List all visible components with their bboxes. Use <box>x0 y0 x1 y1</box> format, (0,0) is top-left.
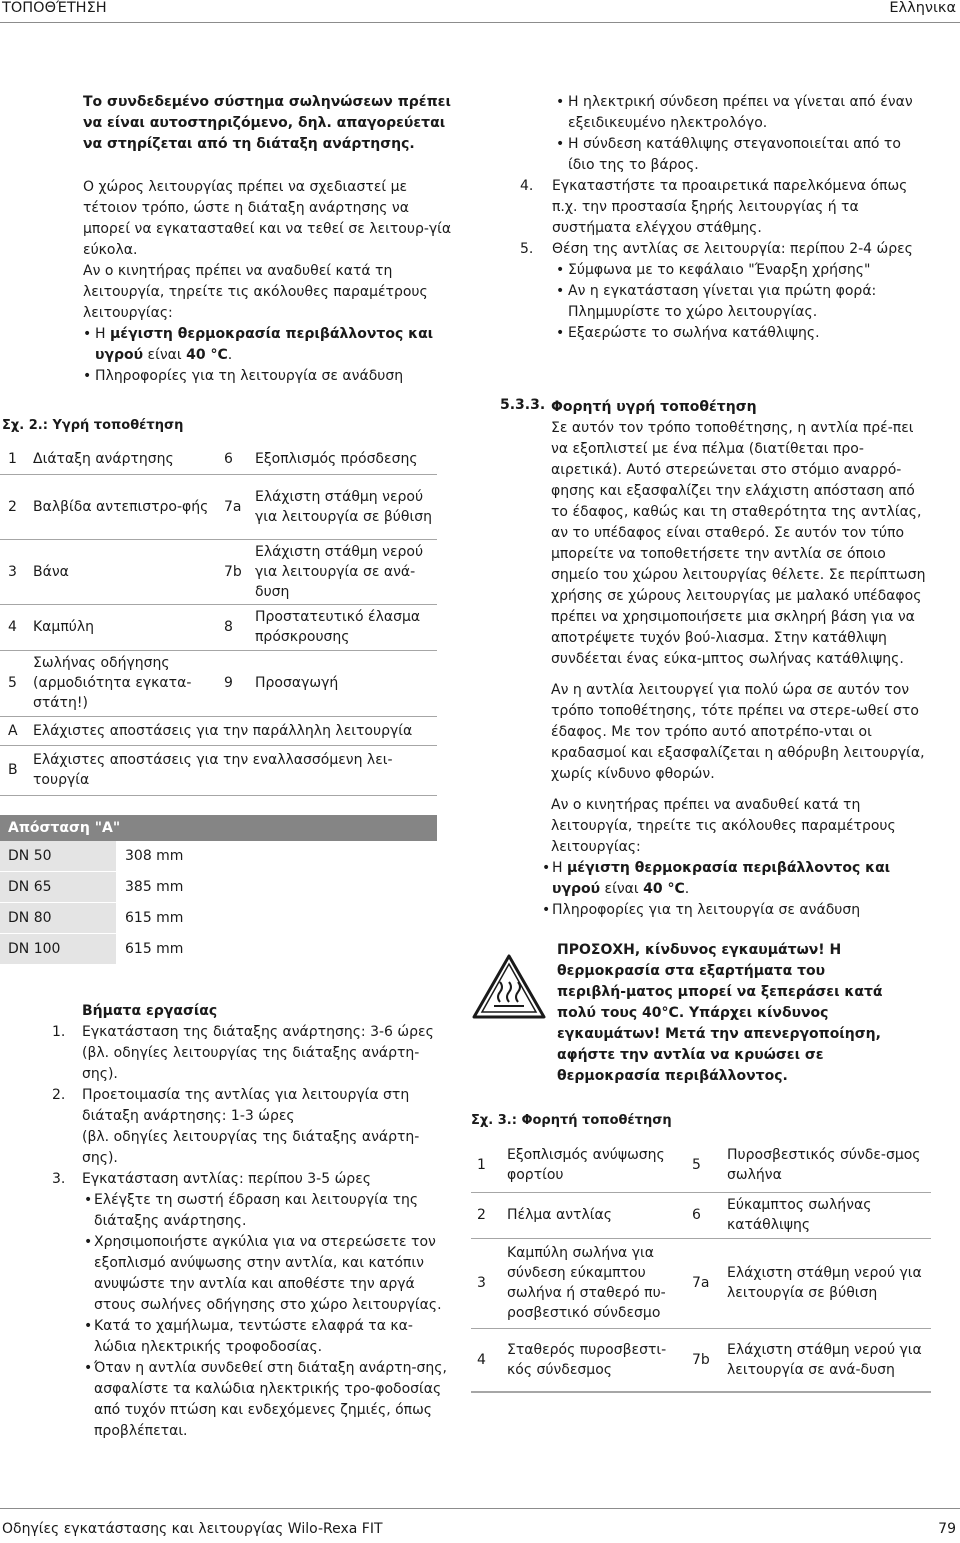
step-5: 5. Θέση της αντλίας σε λειτουργία: περίπου 2-4 ώρες <box>520 241 913 257</box>
hot-surface-warning-icon <box>472 954 546 1020</box>
legend-row: 4 Καμπύλη 8 Προστατευτικό έλασμα πρόσκρουσης <box>0 604 437 650</box>
emergence-paragraph: Αν ο κινητήρας πρέπει να αναδυθεί κατά τη λειτουργία, τηρείτε τις ακόλουθες παραμέτρους λειτουργίας: <box>83 263 428 321</box>
figure-3-label: Σχ. 3.: Φορητή τοποθέτηση <box>471 1113 672 1128</box>
distance-row: DN 65 385 mm <box>0 872 437 903</box>
step-3: 3. Εγκατάσταση αντλίας: περίπου 3-5 ώρες <box>52 1171 371 1187</box>
work-steps-heading: Βήματα εργασίας <box>82 1003 218 1019</box>
burn-warning-text: ΠΡΟΣΟΧΗ, κίνδυνος εγκαυμάτων! Η θερμοκρασία στα εξαρτήματα του περιβλή-ματος μπορεί να ξεπεράσει κατά πολύ τους 40°C. Υπάρχει κίνδυνος εγκαυμάτων! Μετά την απενεργοποίηση, αφήστε την αντλία να κρυώσει σε θερμοκρασία περιβάλλοντος. <box>557 942 883 1084</box>
max-temp-bullet: • Η μέγιστη θερμοκρασία περιβάλλοντος και υγρού είναι 40 °C. <box>83 324 453 366</box>
section-paragraph-2: Αν η αντλία λειτουργεί για πολύ ώρα σε αυτόν τον τρόπο τοποθέτησης, τότε πρέπει να στερε-ωθεί στο έδαφος. Με τον τρόπο αυτό αποτρέπο-νται οι κραδασμοί και εξασφαλίζεται η αθόρυβη λειτουργία, χωρίς κίνδυνο φθορών. <box>551 682 925 782</box>
section-paragraph-1: Σε αυτόν τον τρόπο τοποθέτησης, η αντλία πρέ-πει να εξοπλιστεί με ένα πέλμα (διατίθεται προ-αιρετικά). Αυτό στερεώνεται στο στόμιο αναρρό-φησης και εξασφαλίζει την ελάχιστη απόσταση από το έδαφος, καθώς και τη σταθερότητα της αντλίας, αν το υπέδαφος είναι σταθερό. Σε αυτόν τον τύπο μπορείτε να τοποθετήσετε την αντλία σε όποιο σημείο του χώρου λειτουργίας θέλετε. Σε περίπτωση χρήσης σε χώρους λειτουργίας με μαλακό υπέδαφος πρέπει να χρησιμοποιήσετε μια σκληρή βάση για να αποτρέψετε τυχόν βού-λιασμα. Στην κατάθλιψη συνδέεται ένας εύκα-μπτος σωλήνας κατάθλιψης. <box>551 420 926 667</box>
electrical-bullet: • Η ηλεκτρική σύνδεση πρέπει να γίνεται από έναν εξειδικευμένο ηλεκτρολόγο. <box>520 92 930 134</box>
step-3-bullet: • Κατά το χαμήλωμα, τεντώστε ελαφρά τα κα-λώδια ηλεκτρικής τροφοδοσίας. <box>52 1316 452 1358</box>
section-5-3-3 <box>500 397 930 921</box>
legend-row: 2 Πέλμα αντλίας 6 Εύκαμπτος σωλήνας κατάθλιψης <box>471 1192 931 1238</box>
legend-row-a: A Ελάχιστες αποστάσεις για την παράλληλη λειτουργία <box>0 716 437 745</box>
right-column-steps <box>520 92 930 344</box>
discharge-bullet: • Η σύνδεση κατάθλιψης στεγανοποιείται από το ίδιο της το βάρος. <box>520 134 930 176</box>
work-steps <box>52 1001 452 1442</box>
step-5-bullet: • Εξαερώστε το σωλήνα κατάθλιψης. <box>520 323 930 344</box>
step-1: 1. Εγκατάσταση της διάταξης ανάρτησης: 3-6 ώρες (βλ. οδηγίες λειτουργίας της διάταξης ανάρτη-σης). <box>52 1024 434 1082</box>
step-3-bullet: • Χρησιμοποιήστε αγκύλια για να στερεώσετε τον εξοπλισμό ανύψωσης στην αντλία, και κατόπιν ανυψώστε την αντλία και αποθέστε την αργά στους σωλήνες οδήγησης στο χώρο λειτουργίας. <box>52 1232 452 1316</box>
legend-row-b: B Ελάχιστες αποστάσεις για την εναλλασσόμενη λει-τουργία <box>0 745 437 795</box>
footer-document-title: Οδηγίες εγκατάστασης και λειτουργίας Wilo-Rexa FIT <box>2 1521 383 1537</box>
section-paragraph-3: Αν ο κινητήρας πρέπει να αναδυθεί κατά τη λειτουργία, τηρείτε τις ακόλουθες παραμέτρους λειτουργίας: <box>551 797 896 855</box>
section-max-temp-bullet: • Η μέγιστη θερμοκρασία περιβάλλοντος και υγρού είναι 40 °C. <box>542 858 930 900</box>
header-divider <box>0 22 960 23</box>
legend-row: 1 Διάταξη ανάρτησης 6 Εξοπλισμός πρόσδεσης <box>0 445 437 474</box>
step-4: 4. Εγκαταστήστε τα προαιρετικά παρελκόμενα όπως π.χ. την προστασία ξηρής λειτουργίας ή τα συστήματα ελέγχου στάθμης. <box>520 178 908 236</box>
step-2: 2. Προετοιμασία της αντλίας για λειτουργία στη διάταξη ανάρτησης: 1-3 ώρες (βλ. οδηγίες λειτουργίας της διάταξης ανάρτη-σης). <box>52 1087 420 1166</box>
step-5-bullet: • Σύμφωνα με το κεφάλαιο "Έναρξη χρήσης" <box>520 260 930 281</box>
distance-row: DN 100 615 mm <box>0 934 437 965</box>
operating-space-paragraph: Ο χώρος λειτουργίας πρέπει να σχεδιαστεί με τέτοιον τρόπο, ώστε η διάταξη ανάρτησης να μπορεί να εγκατασταθεί και να τεθεί σε λειτουρ-γία εύκολα. <box>83 179 452 258</box>
distance-row: DN 80 615 mm <box>0 903 437 934</box>
figure-3-legend-table <box>471 1139 931 1393</box>
legend-row: 1 Εξοπλισμός ανύψωσης φορτίου 5 Πυροσβεστικός σύνδε-σμος σωλήνα <box>471 1139 931 1192</box>
header-language: Ελληνικα <box>889 0 956 16</box>
section-emergence-bullet: • Πληροφορίες για τη λειτουργία σε ανάδυση <box>542 900 930 921</box>
header-section-title: ΤΟΠΟΘΈΤΗΣΗ <box>2 0 107 16</box>
emergence-info-bullet: • Πληροφορίες για τη λειτουργία σε ανάδυση <box>83 366 453 387</box>
legend-row: 3 Βάνα 7b Ελάχιστη στάθμη νερού για λειτουργία σε ανά-δυση <box>0 539 437 604</box>
distance-row: DN 50 308 mm <box>0 841 437 872</box>
step-3-bullet: • Ελέγξτε τη σωστή έδραση και λειτουργία της διάταξης ανάρτησης. <box>52 1190 452 1232</box>
legend-row: 3 Καμπύλη σωλήνα για σύνδεση εύκαμπτου σωλήνα ή σταθερό πυ-ροσβεστικό σύνδεσμο 7a Ελάχιστη στάθμη νερού για λειτουργία σε βύθιση <box>471 1238 931 1328</box>
legend-row: 2 Βαλβίδα αντεπιστρο-φής 7a Ελάχιστη στάθμη νερού για λειτουργία σε βύθιση <box>0 474 437 539</box>
page-number: 79 <box>938 1521 956 1537</box>
distance-a-table <box>0 815 437 965</box>
pipework-warning: Το συνδεδεμένο σύστημα σωληνώσεων πρέπει να είναι αυτοστηριζόμενο, δηλ. απαγορεύεται να στηρίζεται από τη διάταξη ανάρτησης. <box>83 94 451 152</box>
footer-divider <box>0 1508 960 1509</box>
step-3-bullet: • Όταν η αντλία συνδεθεί στη διάταξη ανάρτη-σης, ασφαλίστε τα καλώδια ηλεκτρικής τρο-φοδοσίας από τυχόν πτώση και ενδεχόμενες ζημιές, όπως προβλέπεται. <box>52 1358 452 1442</box>
left-column-text <box>83 92 453 387</box>
section-title: Φορητή υγρή τοποθέτηση <box>551 399 757 415</box>
step-5-bullet: • Αν η εγκατάσταση γίνεται για πρώτη φορά: Πλημμυρίστε το χώρο λειτουργίας. <box>520 281 930 323</box>
distance-table-header: Απόσταση "A" <box>0 815 437 841</box>
legend-row: 4 Σταθερός πυροσβεστι-κός σύνδεσμος 7b Ελάχιστη στάθμη νερού για λειτουργία σε ανά-δυση <box>477 1341 922 1378</box>
legend-row: 5 Σωλήνας οδήγησης (αρμοδιότητα εγκατα-στάτη!) 9 Προσαγωγή <box>0 650 437 716</box>
section-number: 5.3.3. <box>500 397 546 413</box>
figure-2-legend-table <box>0 445 437 796</box>
figure-2-label: Σχ. 2.: Υγρή τοποθέτηση <box>2 418 184 433</box>
